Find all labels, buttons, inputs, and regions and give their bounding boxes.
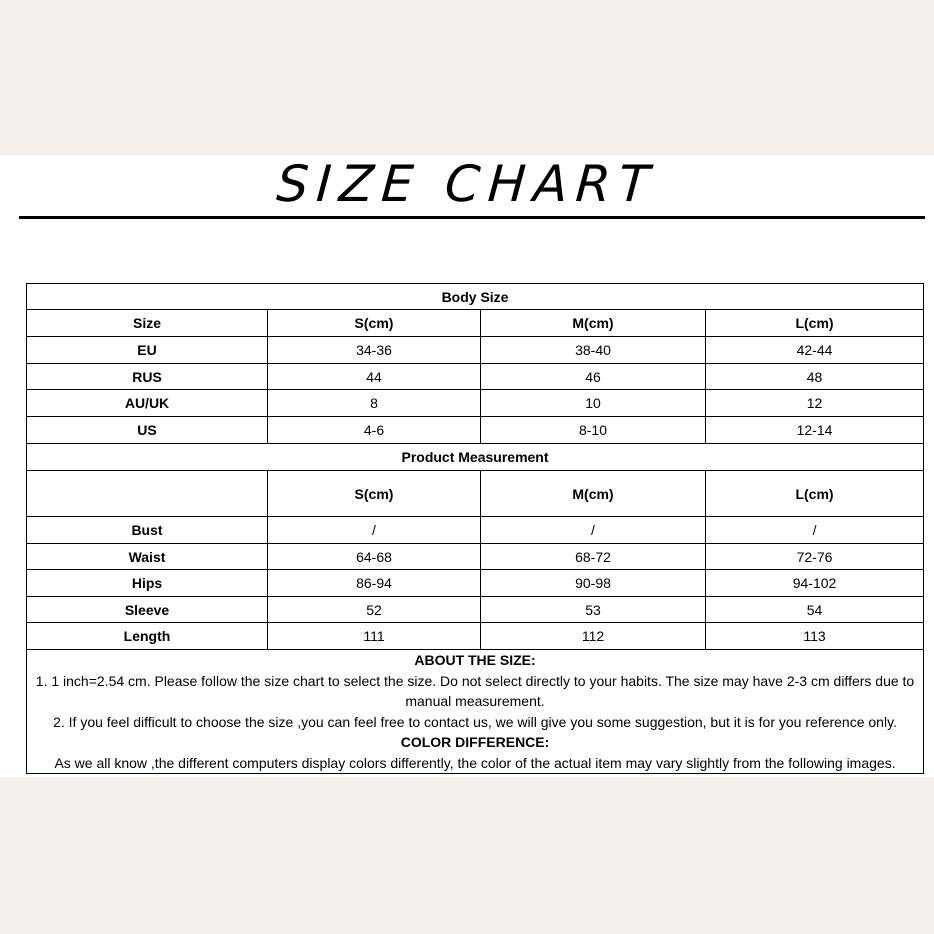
- column-header: Size: [27, 310, 268, 337]
- row-label: Sleeve: [27, 597, 268, 623]
- table-row: [27, 390, 924, 417]
- table-row: [27, 337, 924, 364]
- table-cell: 52: [268, 597, 481, 623]
- body-size-heading: Body Size: [27, 284, 924, 310]
- table-cell: 94-102: [706, 570, 924, 597]
- table-cell: /: [268, 517, 481, 544]
- size-chart-card: [0, 155, 934, 777]
- table-row: [27, 544, 924, 570]
- table-cell: 54: [706, 597, 924, 623]
- title-divider: [19, 216, 925, 219]
- table-cell: 53: [481, 597, 706, 623]
- table-cell: 46: [481, 364, 706, 390]
- table-row: [27, 623, 924, 650]
- about-size-heading: ABOUT THE SIZE:: [414, 652, 536, 668]
- table-cell: 64-68: [268, 544, 481, 570]
- table-cell: 8: [268, 390, 481, 417]
- table-cell: 113: [706, 623, 924, 650]
- column-header: [27, 471, 268, 517]
- row-label: Waist: [27, 544, 268, 570]
- table-row: [27, 570, 924, 597]
- column-header: S(cm): [268, 310, 481, 337]
- row-label: Bust: [27, 517, 268, 544]
- row-label: Hips: [27, 570, 268, 597]
- table-row: [27, 417, 924, 444]
- table-cell: 12: [706, 390, 924, 417]
- color-difference-note: As we all know ,the different computers display colors differently, the color of the actual item may vary slightly from the following images.: [54, 754, 896, 771]
- about-size-note-1: 1. 1 inch=2.54 cm. Please follow the size chart to select the size. Do not select directly to your habits. The size may have 2-3 cm differs due to manual measurement.: [35, 672, 915, 709]
- table-cell: 86-94: [268, 570, 481, 597]
- column-header: M(cm): [481, 310, 706, 337]
- row-label: Length: [27, 623, 268, 650]
- size-table: [26, 283, 924, 774]
- table-cell: 42-44: [706, 337, 924, 364]
- table-cell: 44: [268, 364, 481, 390]
- size-notes: [27, 650, 924, 774]
- table-cell: 112: [481, 623, 706, 650]
- column-header: L(cm): [706, 310, 924, 337]
- table-cell: 34-36: [268, 337, 481, 364]
- product-measurement-heading: Product Measurement: [27, 444, 924, 471]
- table-row: [27, 364, 924, 390]
- table-cell: 38-40: [481, 337, 706, 364]
- column-header: L(cm): [706, 471, 924, 517]
- column-header: M(cm): [481, 471, 706, 517]
- table-cell: 48: [706, 364, 924, 390]
- table-cell: 4-6: [268, 417, 481, 444]
- table-row: [27, 597, 924, 623]
- table-row: [27, 517, 924, 544]
- table-cell: 72-76: [706, 544, 924, 570]
- column-header: S(cm): [268, 471, 481, 517]
- table-cell: 10: [481, 390, 706, 417]
- table-cell: /: [706, 517, 924, 544]
- row-label: AU/UK: [27, 390, 268, 417]
- row-label: RUS: [27, 364, 268, 390]
- about-size-note-2: 2. If you feel difficult to choose the size ,you can feel free to contact us, we will give you some suggestion, but it is for you reference only.: [53, 713, 897, 730]
- page-title: SIZE CHART: [274, 155, 660, 213]
- table-cell: 90-98: [481, 570, 706, 597]
- color-difference-heading: COLOR DIFFERENCE:: [400, 734, 550, 750]
- row-label: EU: [27, 337, 268, 364]
- table-cell: 111: [268, 623, 481, 650]
- table-cell: /: [481, 517, 706, 544]
- table-cell: 12-14: [706, 417, 924, 444]
- table-cell: 8-10: [481, 417, 706, 444]
- row-label: US: [27, 417, 268, 444]
- table-cell: 68-72: [481, 544, 706, 570]
